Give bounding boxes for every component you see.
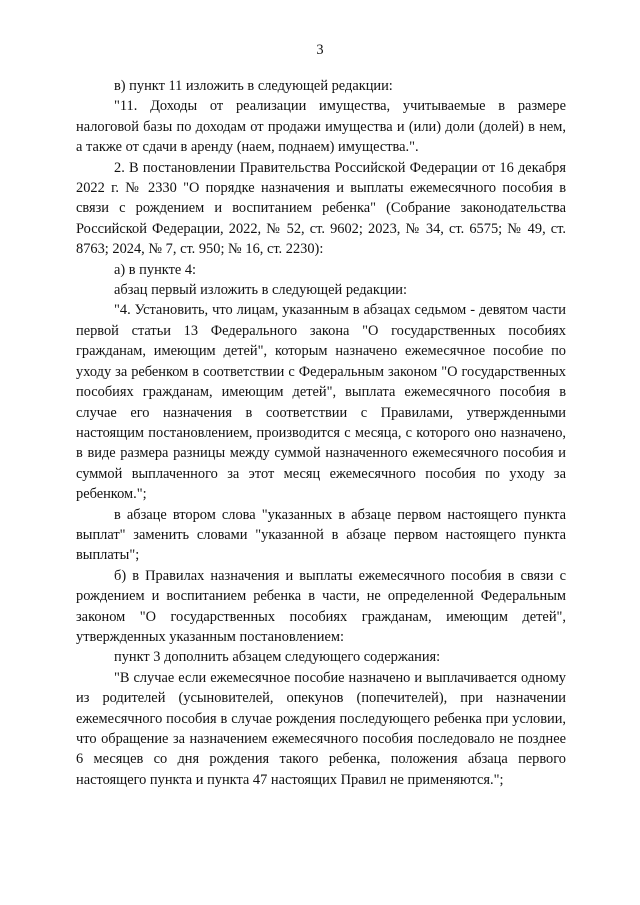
paragraph-item-a: а) в пункте 4: bbox=[114, 261, 197, 278]
document-body bbox=[76, 76, 566, 790]
paragraph-new-abzac: "В случае если ежемесячное пособие назначено и выплачивается одному из родителей (усыновителей, опекунов (попечителей), при назначении ежемесячного пособия в случае рождения последующего ребенка при условии, что обращение за назначением ежемесячного пособия последовало не позднее 6 месяцев со дня рождения такого ребенка, положения абзаца первого настоящего пункта и пункта 47 настоящих Правил не применяются."; bbox=[76, 669, 566, 788]
paragraph-item-v: в) пункт 11 изложить в следующей редакции: bbox=[114, 78, 393, 94]
paragraph-first-abzac: абзац первый изложить в следующей редакции: bbox=[114, 282, 408, 299]
paragraph-point-11: "11. Доходы от реализации имущества, учитываемые в размере налоговой базы по доходам от продажи имущества и (или) доли (долей) в нем, а также от сдачи в аренду (наем, поднаем) имущества.". bbox=[76, 98, 566, 156]
page-number: 3 bbox=[316, 42, 324, 58]
paragraph-second-abzac: в абзаце втором слова "указанных в абзаце первом настоящего пункта выплат" заменить словами "указанной в абзаце первом настоящего пункта выплаты"; bbox=[76, 506, 566, 564]
paragraph-point-3: пункт 3 дополнить абзацем следующего содержания: bbox=[114, 649, 441, 666]
paragraph-point-4-text: "4. Установить, что лицам, указанным в абзацах седьмом - девятом части первой статьи 13 Федерального закона "О государственных пособиях гражданам, имеющим детей", которым назначено ежемесячное пособие по уходу за ребенком в соответствии с Федеральным законом "О государственных пособиях гражданам, имеющим детей", выплата ежемесячного пособия в случае его назначения в соответствии с Правилами, утвержденными настоящим постановлением, производится с месяца, с которого оно назначено, в виде размера разницы между суммой назначенного ежемесячного пособия и суммой выплаченного за этот месяц ежемесячного пособия по уходу за ребенком."; bbox=[76, 302, 566, 503]
paragraph-item-b: б) в Правилах назначения и выплаты ежемесячного пособия в связи с рождением и воспитанием ребенка в части, не определенной Федеральным законом "О государственных пособиях гражданам, имеющим детей", утвержденных указанным постановлением: bbox=[76, 567, 566, 645]
paragraph-section-2: 2. В постановлении Правительства Российской Федерации от 16 декабря 2022 г. № 2330 "О порядке назначения и выплаты ежемесячного пособия в связи с рождением и воспитанием ребенка" (Собрание законодательства Российской Федерации, 2022, № 52, ст. 9602; 2023, № 34, ст. 6575; № 49, ст. 8763; 2024, № 7, ст. 950; № 16, ст. 2230): bbox=[76, 159, 566, 258]
